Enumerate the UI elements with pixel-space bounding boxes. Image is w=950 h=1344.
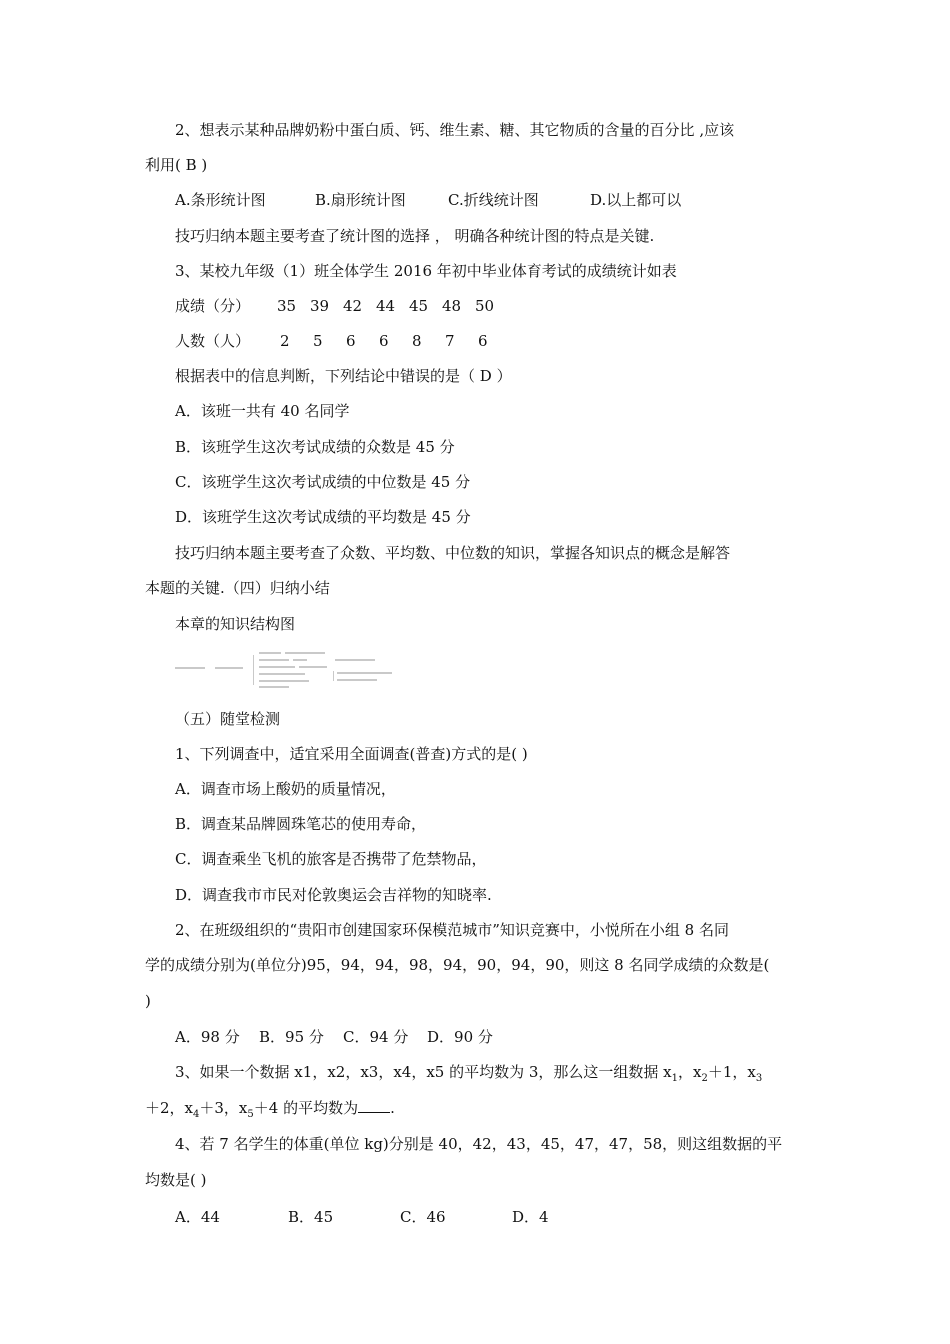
q3-text: 3、某校九年级（1）班全体学生 2016 年初中毕业体育考试的成绩统计如表	[175, 262, 677, 280]
t-q3-line1-a: 3、如果一个数据 x1，x2，x3，x4，x5 的平均数为 3，那么这一组数据 x	[175, 1063, 672, 1081]
q3-tip-line2: 本题的关键.（四）归纳小结	[145, 579, 330, 597]
t-q3-line2-c: ＋4 的平均数为	[253, 1099, 359, 1117]
t-q3-line2-a: ＋2，x	[145, 1099, 194, 1117]
score-cell: 50	[475, 297, 495, 315]
t-q2-option-b: B．95 分	[259, 1028, 324, 1046]
q2-option-d: D.以上都可以	[590, 191, 682, 209]
q2-options	[175, 190, 681, 210]
subscript: 4	[193, 1109, 200, 1120]
t-q4-text-line2: 均数是( )	[145, 1171, 207, 1189]
q2-option-b: B.扇形统计图	[315, 191, 406, 209]
t-q3-line1	[175, 1062, 762, 1089]
answer-blank	[358, 1098, 390, 1113]
score-cell: 35	[277, 297, 297, 315]
subscript: 1	[671, 1073, 679, 1084]
q2-text-line2: 利用( B )	[145, 156, 208, 174]
q2-option-a: A.条形统计图	[175, 191, 266, 209]
t-q4-option-d: D．4	[512, 1208, 549, 1226]
subscript: 5	[247, 1109, 254, 1120]
t-q1-text: 1、下列调查中，适宜采用全面调查(普查)方式的是( )	[175, 745, 528, 763]
count-cell: 2	[280, 332, 290, 350]
q3-option-b: B．该班学生这次考试成绩的众数是 45 分	[175, 438, 455, 456]
t-q3-line2-b: ＋3，x	[199, 1099, 248, 1117]
score-cell: 42	[343, 297, 363, 315]
t-q2-options	[175, 1027, 493, 1047]
t-q4-text-line1: 4、若 7 名学生的体重(单位 kg)分别是 40，42，43，45，47，47，58，则这组数据的平	[175, 1135, 783, 1153]
q2-tip: 技巧归纳本题主要考查了统计图的选择 ， 明确各种统计图的特点是关键.	[175, 227, 655, 245]
t-q1-option-a: A．调查市场上酸奶的质量情况，	[175, 780, 396, 798]
count-row-label: 人数（人）	[175, 332, 251, 350]
t-q1-option-b: B．调查某品牌圆珠笔芯的使用寿命，	[175, 815, 427, 833]
t-q3-line2-end: .	[390, 1099, 395, 1117]
score-row	[175, 296, 494, 316]
count-row	[175, 331, 488, 351]
score-row-label: 成绩（分）	[175, 297, 251, 315]
t-q1-option-c: C．调查乘坐飞机的旅客是否携带了危禁物品，	[175, 850, 487, 868]
t-q2-text-line1: 2、在班级组织的“贵阳市创建国家环保模范城市”知识竞赛中，小悦所在小组 8 名同	[175, 921, 729, 939]
score-cell: 44	[376, 297, 396, 315]
count-cell: 7	[445, 332, 455, 350]
t-q2-option-a: A．98 分	[175, 1028, 240, 1046]
q2-option-c: C.折线统计图	[448, 191, 539, 209]
q3-question: 根据表中的信息判断，下列结论中错误的是（ D ）	[175, 367, 512, 385]
subscript: 3	[755, 1073, 763, 1084]
count-cell: 8	[412, 332, 422, 350]
count-cell: 5	[313, 332, 323, 350]
q3-option-a: A．该班一共有 40 名同学	[175, 402, 350, 420]
count-cell: 6	[346, 332, 356, 350]
count-cell: 6	[379, 332, 389, 350]
t-q2-option-d: D．90 分	[427, 1028, 493, 1046]
q3-tip-line1: 技巧归纳本题主要考查了众数、平均数、中位数的知识，掌握各知识点的概念是解答	[175, 544, 731, 562]
t-q4-option-a: A．44	[175, 1208, 220, 1226]
test-heading: （五）随堂检测	[175, 710, 281, 728]
t-q4-option-b: B．45	[288, 1208, 334, 1226]
q2-text-line1: 2、想表示某种品牌奶粉中蛋白质、钙、维生素、糖、其它物质的含量的百分比 ,应该	[175, 121, 735, 139]
t-q3-line1-c: ＋1，x	[707, 1063, 756, 1081]
t-q2-option-c: C．94 分	[343, 1028, 409, 1046]
score-cell: 48	[442, 297, 462, 315]
subscript: 2	[701, 1073, 708, 1084]
t-q4-option-c: C．46	[400, 1208, 446, 1226]
t-q1-option-d: D．调查我市市民对伦敦奥运会吉祥物的知晓率.	[175, 886, 492, 904]
count-cell: 6	[478, 332, 488, 350]
t-q3-line2	[145, 1098, 395, 1125]
score-cell: 39	[310, 297, 330, 315]
q3-option-c: C．该班学生这次考试成绩的中位数是 45 分	[175, 473, 471, 491]
t-q4-options	[175, 1207, 549, 1227]
structure-title: 本章的知识结构图	[175, 615, 296, 633]
q3-option-d: D．该班学生这次考试成绩的平均数是 45 分	[175, 508, 471, 526]
knowledge-structure-diagram	[175, 648, 397, 690]
t-q2-text-line3: )	[145, 992, 151, 1010]
t-q3-line1-b: ，x	[678, 1063, 702, 1081]
score-cell: 45	[409, 297, 429, 315]
t-q2-text-line2: 学的成绩分别为(单位分)95，94，94，98，94，90，94，90，则这 8 名同学成绩的众数是(	[145, 956, 770, 974]
